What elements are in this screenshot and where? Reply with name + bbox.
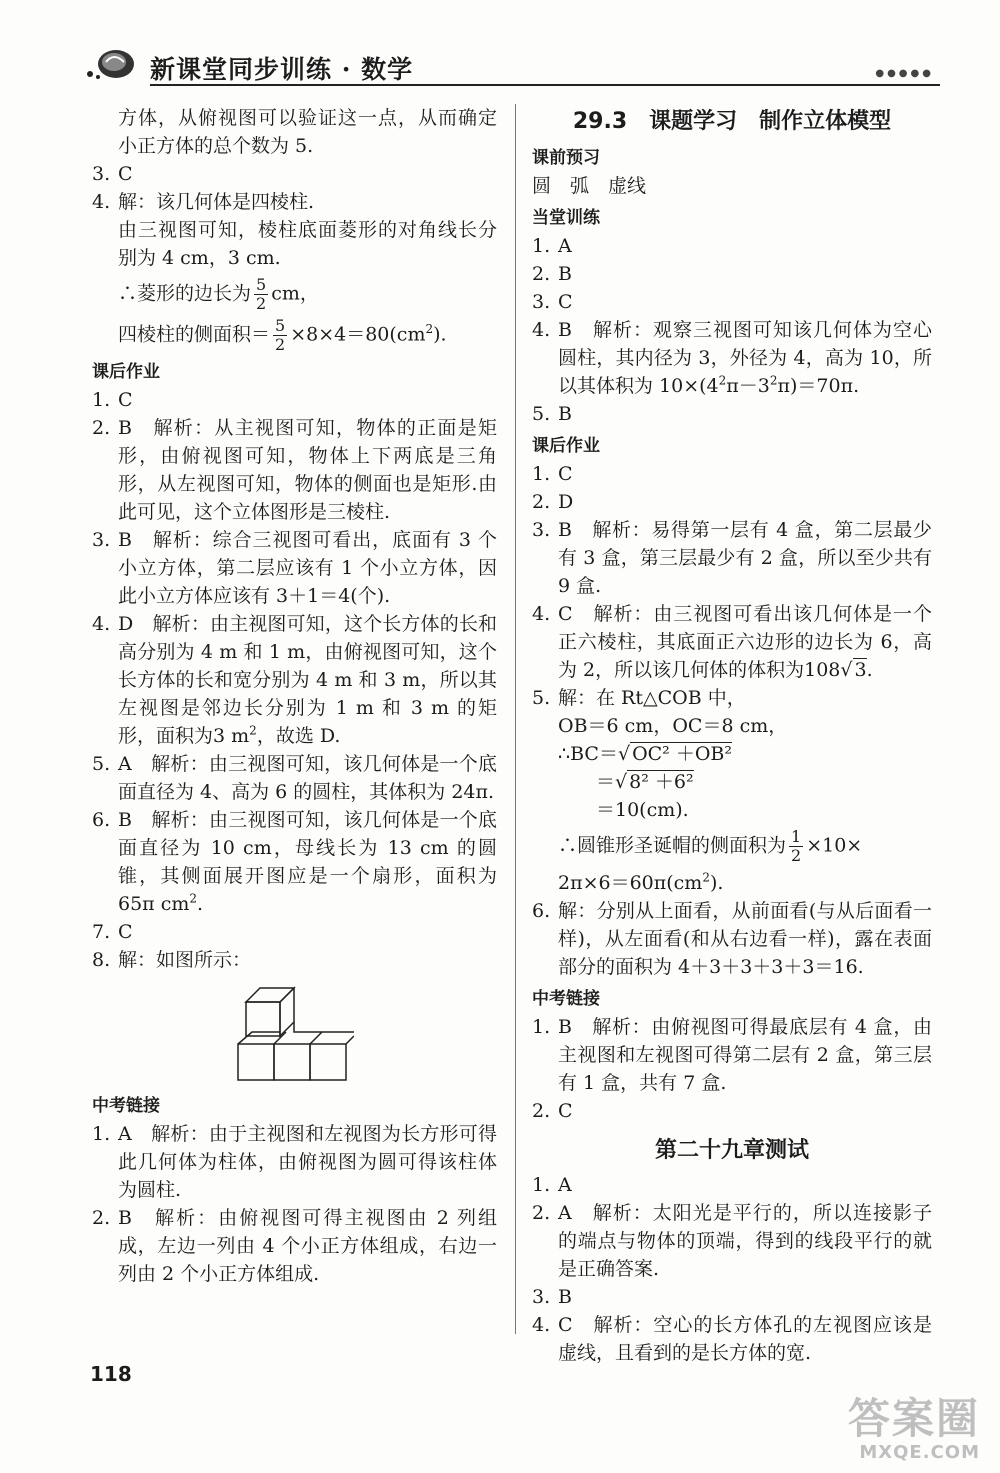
section-heading: 中考链接 — [532, 989, 600, 1009]
answer-item: 7. C — [92, 921, 133, 943]
answer-item: 5. B — [532, 403, 572, 425]
header-rule — [150, 84, 940, 86]
decorative-dots: ●●●●● — [875, 68, 934, 79]
answer-item: 1. C — [92, 389, 133, 411]
column-divider — [515, 104, 516, 1334]
book-title: 新课堂同步训练 · 数学 — [150, 55, 414, 84]
continued-text: 方体，从俯视图可以验证这一点，从而确定小正方体的总个数为 5. — [118, 107, 497, 157]
answer-formula: 四棱柱的侧面积＝ $\frac{5}{2}$ $\times 8\times 4=80(cm^2)$. — [118, 316, 447, 354]
answer-item: 3. C — [92, 163, 133, 185]
lesson-title: 29.3 课题学习 制作立体模型 — [572, 109, 892, 134]
answer-item: 3. B 解析：易得第一层有 4 盒，第二层最少有 3 盒，第三层最少有 2 盒，所以至少共有 9 盒. — [532, 519, 932, 597]
answer-item: 4. B 解析：观察三视图可知该几何体为空心圆柱，其内径为 3，外径为 4，高为 10，所以其体积为 $10\times(4^2\pi-3^2\pi)=70\pi$. — [532, 319, 932, 397]
preview-answers: 圆 弧 虚线 — [532, 175, 647, 197]
fraction: $\frac{5}{2}$ — [275, 316, 286, 354]
right-column — [532, 104, 932, 1367]
chapter-test-title: 第二十九章测试 — [654, 1138, 809, 1163]
cube-stack-figure — [234, 982, 354, 1086]
answer-item: 4. D 解析：由主视图可知，这个长方体的长和高分别为 4 m 和 1 m，由俯视图可知，这个长方体的长和宽分别为 4 m 和 3 m，所以其左视图是邻边长分别为 1 m 和 3 m 的矩形，面积为3 $m^2$，故选 D. — [92, 613, 497, 747]
section-heading: 当堂训练 — [532, 208, 600, 228]
answer-item: 1. A — [532, 1174, 572, 1196]
fraction: $\frac{1}{2}$ — [791, 827, 802, 865]
answer-item: 3. C — [532, 291, 573, 313]
watermark-url: MXQE.COM — [859, 1442, 980, 1463]
fraction: $\frac{5}{2}$ — [256, 275, 267, 313]
page-header — [80, 38, 940, 88]
answer-item: 2. C — [532, 1100, 573, 1122]
section-heading: 课前预习 — [532, 148, 600, 168]
answer-line: OB＝6 cm，OC＝8 cm， — [558, 715, 788, 737]
answer-item: 1. A 解析：由于主视图和左视图为长方形可得此几何体为柱体，由俯视图为圆可得该柱体为圆柱. — [92, 1123, 497, 1201]
answer-item: 1. C — [532, 463, 573, 485]
answer-item: 6. 解：分别从上面看，从前面看(与从后面看一样)，从左面看(和从右边看一样)，露在表面部分的面积为 4＋3＋3＋3＋3＝16. — [532, 900, 932, 978]
answer-item: 5. 解：在 Rt△COB 中， OB＝6 cm，OC＝8 cm， ∴BC＝√ OC² ＋OB² ＝√ 8² ＋6² ＝10(cm). ∴圆锥形圣诞帽的侧面积为 $\frac{1}{2}$ ×10× $2\pi\times 6=60\pi(cm^2)$. — [532, 684, 932, 897]
answer-item: 5. A 解析：由三视图可知，该几何体是一个底面直径为 4、高为 6 的圆柱，其体积为 24π. — [92, 753, 497, 803]
book-logo-icon — [80, 46, 140, 82]
answer-formula: ∴BC＝√ OC² ＋OB² — [558, 743, 732, 765]
answer-formula: ∴圆锥形圣诞帽的侧面积为 $\frac{1}{2}$ ×10× — [558, 827, 863, 865]
watermark — [848, 1396, 980, 1463]
answer-item: 4. C 解析：空心的长方体孔的左视图应该是虚线，且看到的是长方体的宽. — [532, 1314, 932, 1364]
answer-formula: $2\pi\times 6=60\pi(cm^2)$. — [558, 870, 724, 894]
answer-item: 3. B — [532, 1286, 572, 1308]
answer-formula: ＝√ 8² ＋6² — [596, 771, 694, 793]
page-number: 118 — [90, 1362, 132, 1386]
answer-item: 1. B 解析：由俯视图可得最底层有 4 盒，由主视图和左视图可得第二层有 2 盒，第三层有 1 盒，共有 7 盒. — [532, 1016, 932, 1094]
answer-formula: ∴菱形的边长为 $\frac{5}{2}$ cm， — [118, 275, 319, 313]
section-heading: 课后作业 — [532, 436, 600, 456]
answer-item: 8. 解：如图所示： — [92, 949, 252, 971]
answer-item: 4. C 解析：由三视图可看出该几何体是一个正六棱柱，其底面正六边形的边长为 6，高为 2，所以该几何体的体积为108√ 3. — [532, 603, 932, 681]
section-heading: 课后作业 — [92, 362, 160, 382]
answer-item: 2. B 解析：从主视图可知，物体的正面是矩形，由俯视图可知，物体上下两底是三角形，从左视图可知，物体的侧面也是矩形.由此可见，这个立体图形是三棱柱. — [92, 417, 497, 523]
answer-item: 2. B — [532, 263, 572, 285]
answer-formula: ＝10(cm). — [596, 799, 689, 821]
watermark-logo-text: 答案圈 — [847, 1394, 980, 1443]
answer-item: 2. B 解析：由俯视图可得主视图由 2 列组成，左边一列由 4 个小正方体组成，右边一列由 2 个小正方体组成. — [92, 1207, 497, 1285]
answer-item: 6. B 解析：由三视图可知，该几何体是一个底面直径为 10 cm，母线长为 13 cm 的圆锥，其侧面展开图应是一个扇形，面积为 65π $cm^2$. — [92, 809, 497, 915]
left-column — [92, 104, 497, 1288]
answer-item: 4. 解：该几何体是四棱柱. 由三视图可知，棱柱底面菱形的对角线长分别为 4 cm，3 cm. ∴菱形的边长为 $\frac{5}{2}$ cm， 四棱柱的侧面积＝ $\frac{5}{2}$ $\times 8\times 4=80(cm^2)$. — [92, 191, 497, 354]
section-heading: 中考链接 — [92, 1096, 160, 1116]
answer-item: 3. B 解析：综合三视图可看出，底面有 3 个小立方体，第二层应该有 1 个小立方体，因此小立方体应该有 3＋1＝4(个). — [92, 529, 497, 607]
answer-item: 2. D — [532, 491, 574, 513]
answer-line: 由三视图可知，棱柱底面菱形的对角线长分别为 4 cm，3 cm. — [118, 219, 497, 269]
answer-item: 2. A 解析：太阳光是平行的，所以连接影子的端点与物体的顶端，得到的线段平行的就是正确答案. — [532, 1202, 932, 1280]
answer-item: 1. A — [532, 235, 572, 257]
